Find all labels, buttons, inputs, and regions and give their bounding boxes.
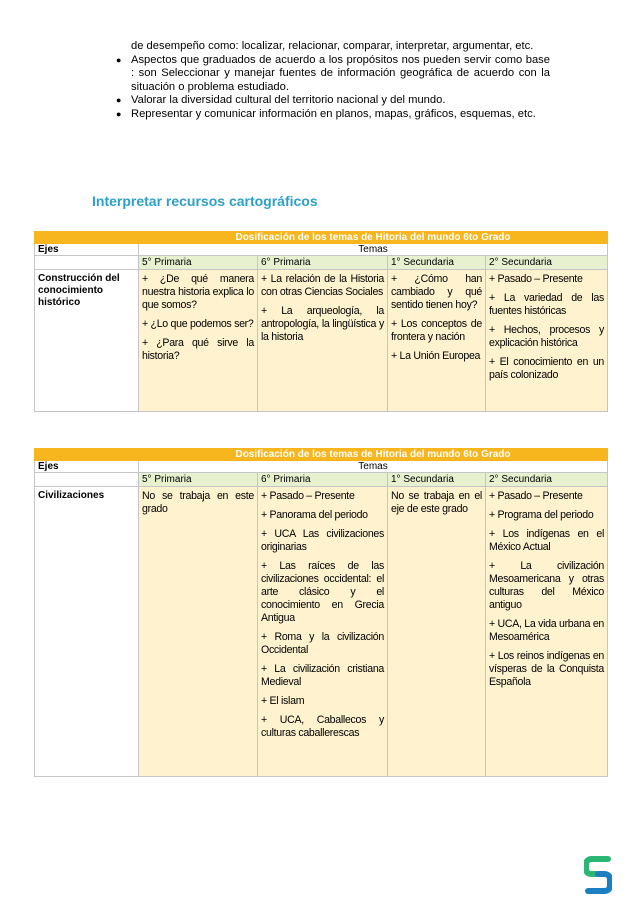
dosificacion-table-1 — [34, 231, 608, 412]
grade-header: 1° Secundaria — [388, 256, 486, 270]
topic-entry: + La Unión Europea — [391, 350, 481, 362]
topic-cell — [388, 487, 486, 777]
ejes-header: Ejes — [35, 244, 139, 256]
topic-entry: + Pasado – Presente — [489, 490, 583, 502]
table-band-title: Dosificación de los temas de Hitoria del mundo 6to Grado — [139, 449, 608, 461]
topic-entry: + ¿Cómo han cambiado y qué sentido tienen hoy? — [391, 273, 482, 311]
topic-entry: + Panorama del periodo — [261, 509, 368, 521]
intro-bullet: ● Valorar la diversidad cultural del territorio nacional y del mundo. — [116, 94, 446, 107]
eje-label: Civilizaciones — [35, 487, 139, 777]
topic-entry: + ¿Para qué sirve la historia? — [142, 337, 254, 362]
intro-text — [96, 40, 550, 122]
topic-entry: No se trabaja en el eje de este grado — [391, 490, 482, 515]
eje-label: Construcción del conocimiento histórico — [35, 270, 139, 412]
topic-entry: No se trabaja en este grado — [142, 490, 254, 515]
topic-entry: + El islam — [261, 695, 305, 707]
topic-entry: + UCA, Caballecos y culturas caballerescas — [261, 714, 384, 739]
topic-entry: + Pasado – Presente — [489, 273, 583, 285]
grade-header: 5° Primaria — [139, 473, 258, 487]
topic-entry: + Roma y la civilización Occidental — [261, 631, 384, 656]
ejes-header: Ejes — [35, 461, 139, 473]
grade-header: 6° Primaria — [258, 473, 388, 487]
section-title: Interpretar recursos cartográficos — [92, 193, 318, 209]
topic-entry: + ¿De qué manera nuestra historia explica lo que somos? — [142, 273, 254, 311]
topic-cell — [486, 270, 608, 412]
intro-continuation: de desempeño como: localizar, relacionar, comparar, interpretar, argumentar, etc. — [131, 40, 534, 52]
table-band-spacer — [35, 449, 139, 461]
temas-header: Temas — [139, 244, 608, 256]
grade-header: 1° Secundaria — [388, 473, 486, 487]
topic-entry: + Las raíces de las civilizaciones occidental: el arte clásico y el conocimiento en Grecia Antigua — [261, 560, 384, 624]
topic-cell — [258, 270, 388, 412]
topic-entry: + Programa del periodo — [489, 509, 594, 521]
topic-entry: + ¿Lo que podemos ser? — [142, 318, 254, 330]
grade-spacer — [35, 256, 139, 270]
dosificacion-table-2 — [34, 448, 608, 777]
topic-entry: + UCA, La vida urbana en Mesoamérica — [489, 618, 605, 643]
topic-entry: + Pasado – Presente — [261, 490, 355, 502]
grade-header: 2° Secundaria — [486, 256, 608, 270]
grade-header: 2° Secundaria — [486, 473, 608, 487]
topic-entry: + La arqueología, la antropología, la lingüística y la historia — [261, 305, 384, 343]
intro-bullet: ● Aspectos que graduados de acuerdo a los propósitos nos pueden servir como base : son Seleccionar y manejar fuentes de información geográfica de acuerdo con la situación o problema estudiado. — [116, 53, 550, 93]
grade-header: 6° Primaria — [258, 256, 388, 270]
bullet-icon: ● — [116, 54, 122, 65]
intro-bullet: ● Representar y comunicar información en planos, mapas, gráficos, esquemas, etc. — [116, 107, 536, 120]
temas-header: Temas — [139, 461, 608, 473]
topic-entry: + UCA Las civilizaciones originarias — [261, 528, 384, 553]
bullet-icon: ● — [116, 108, 122, 119]
topic-entry: + Los reinos indígenas en vísperas de la Conquista Española — [489, 650, 604, 688]
topic-cell — [258, 487, 388, 777]
topic-cell — [139, 270, 258, 412]
table-band-title: Dosificación de los temas de Hitoria del mundo 6to Grado — [139, 232, 608, 244]
topic-cell — [486, 487, 608, 777]
topic-entry: + La relación de la Historia con otras Ciencias Sociales — [261, 273, 384, 298]
topic-entry: + La civilización Mesoamericana y otras culturas del México antiguo — [489, 560, 604, 611]
topic-entry: + El conocimiento en un país colonizado — [489, 356, 604, 381]
grade-spacer — [35, 473, 139, 487]
brand-s-logo-icon — [584, 855, 612, 895]
intro-bullet-list — [96, 54, 550, 122]
topic-entry: + La civilización cristiana Medieval — [261, 663, 384, 688]
grade-header: 5° Primaria — [139, 256, 258, 270]
topic-cell — [388, 270, 486, 412]
topic-entry: + Hechos, procesos y explicación histórica — [489, 324, 604, 349]
topic-entry: + Los indígenas en el México Actual — [489, 528, 604, 553]
table-band-spacer — [35, 232, 139, 244]
topic-entry: + La variedad de las fuentes históricas — [489, 292, 604, 317]
topic-entry: + Los conceptos de frontera y nación — [391, 318, 482, 343]
topic-cell — [139, 487, 258, 777]
bullet-icon: ● — [116, 95, 122, 106]
